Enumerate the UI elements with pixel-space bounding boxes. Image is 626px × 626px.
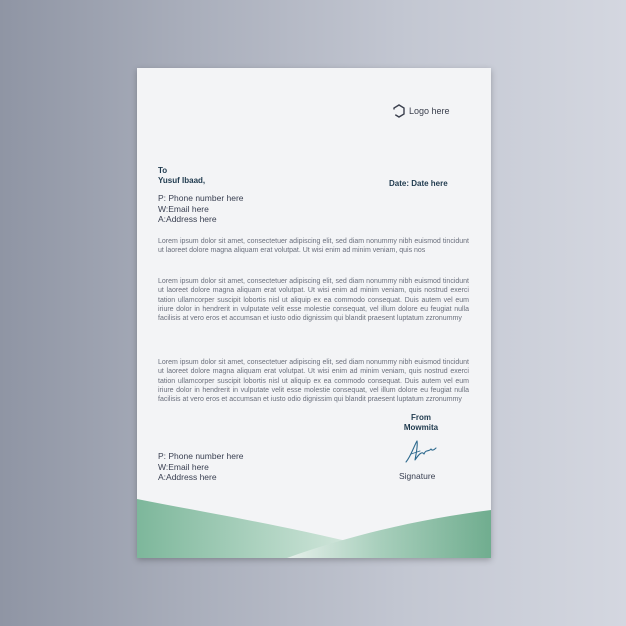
sender-block — [393, 413, 449, 433]
signature-scribble — [402, 438, 438, 466]
address-line: A:Address here — [158, 214, 217, 224]
contact-block-top — [158, 193, 244, 225]
signature-label: Signature — [399, 471, 436, 481]
body-paragraph: Lorem ipsum dolor sit amet, consectetuer adipiscing elit, sed diam nonummy nibh euismod tincidunt ut laoreet dolore magna aliquam erat volutpat. Ut wisi enim ad minim veniam, quis nostrud exerci tation ullamcorper suscipit lobortis nisl ut aliquip ex ea commodo consequat. Duis autem vel eum iriure dolor in hendrerit in vulputate velit esse molestie consequat, vel illum dolore eu feugiat nulla facilisis at vero eros et accumsan et iusto odio dignissim qui blandit praesent luptatum zzronummy — [158, 359, 469, 404]
letterhead-page — [137, 68, 491, 558]
footer-wave-decoration — [137, 493, 491, 558]
logo — [393, 104, 450, 118]
email-line: W:Email here — [158, 203, 209, 214]
hexagon-logo-icon — [393, 104, 405, 118]
recipient-to-label: To — [158, 166, 168, 175]
from-label: From — [411, 413, 431, 422]
address-line: A:Address here — [158, 472, 217, 482]
phone-line: P: Phone number here — [158, 193, 244, 203]
contact-block-bottom — [158, 451, 244, 483]
body-paragraph: Lorem ipsum dolor sit amet, consectetuer adipiscing elit, sed diam nonummy nibh euismod tincidunt ut laoreet dolore magna aliquam erat volutpat. Ut wisi enim ad minim veniam, quis nostrud exerci tation ullamcorper suscipit lobortis nisl ut aliquip ex ea commodo consequat. Duis autem vel eum iriure dolor in hendrerit in vulputate velit esse molestie consequat, vel illum dolore eu feugiat nulla facilisis at vero eros et accumsan et iusto odio dignissim qui blandit praesent luptatum zzronummy — [158, 278, 469, 323]
date-line: Date: Date here — [389, 179, 448, 188]
logo-text: Logo here — [409, 106, 450, 116]
body-paragraph: Lorem ipsum dolor sit amet, consectetuer adipiscing elit, sed diam nonummy nibh euismod tincidunt ut laoreet dolore magna aliquam erat volutpat. Ut wisi enim ad minim veniam, quis nos — [158, 238, 469, 255]
email-line: W:Email here — [158, 461, 209, 472]
recipient-name: Yusuf Ibaad, — [158, 176, 206, 185]
sender-name: Mowmita — [403, 423, 439, 432]
phone-line: P: Phone number here — [158, 451, 244, 461]
recipient-block — [158, 166, 205, 186]
